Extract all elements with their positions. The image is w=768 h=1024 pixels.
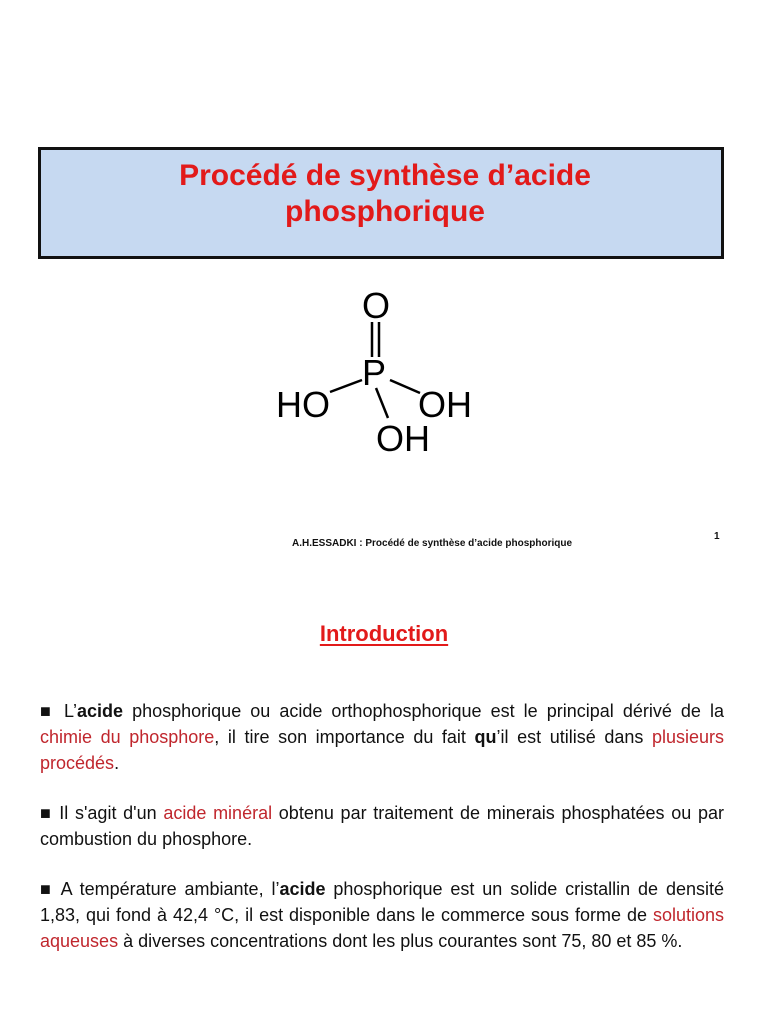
p1-text-3: phosphorique ou acide orthophosphorique est le principal dérivé de la	[123, 701, 724, 721]
p1-text-7: ’il est utilisé dans	[496, 727, 652, 747]
atom-p: P	[362, 352, 387, 393]
p3-text-3: phosphorique est un solide cristallin de densité 1,83, qui fond à 42,4 °C, il est disponible dans le commerce sous forme de	[40, 879, 724, 925]
p3-bold-acide: acide	[279, 879, 326, 899]
p3-text-1: A température ambiante, l’	[53, 879, 280, 899]
group-oh-right: OH	[418, 384, 472, 425]
bullet-icon: ■	[40, 803, 53, 823]
title-box	[38, 147, 724, 259]
bullet-icon: ■	[40, 701, 55, 721]
bond-p-oh-right	[390, 380, 420, 393]
paragraph-3	[40, 876, 724, 954]
bullet-icon: ■	[40, 879, 54, 899]
p1-text-1: L’	[64, 701, 78, 721]
atom-o-top: O	[362, 285, 391, 326]
content-body	[40, 698, 724, 978]
paragraph-1	[40, 698, 724, 776]
p2-red-acide-mineral: acide minéral	[163, 803, 273, 823]
group-ho-left: HO	[276, 384, 330, 425]
paragraph-2	[40, 800, 724, 852]
footer-text: A.H.ESSADKI : Procédé de synthèse d’acide phosphorique	[292, 538, 573, 549]
title-line-1: Procédé de synthèse d’acide	[179, 159, 591, 192]
bond-p-ho	[330, 380, 362, 392]
p1-bold-qu: qu	[474, 727, 497, 747]
phosphoric-acid-structure	[270, 285, 490, 460]
p2-text-1: Il s'agit d'un	[52, 803, 164, 823]
page-number: 1	[714, 531, 720, 542]
p1-bold-acide: acide	[77, 701, 124, 721]
p3-text-5: à diverses concentrations dont les plus courantes sont 75, 80 et 85 %.	[118, 931, 683, 951]
p2-text-3: obtenu par traitement de minerais phosphatées ou par combustion du phosphore.	[40, 803, 724, 849]
group-oh-bottom: OH	[376, 418, 430, 459]
title-line-2: phosphorique	[285, 195, 485, 228]
page-title	[0, 158, 768, 230]
section-heading: Introduction	[319, 621, 449, 646]
p3-red-solutions: solutions aqueuses	[40, 905, 724, 951]
p1-text-9: .	[114, 753, 120, 773]
p1-red-chimie: chimie du phosphore	[40, 727, 215, 747]
p1-text-5: , il tire son importance du fait	[214, 727, 475, 747]
p1-red-procedes: plusieurs procédés	[40, 727, 724, 773]
